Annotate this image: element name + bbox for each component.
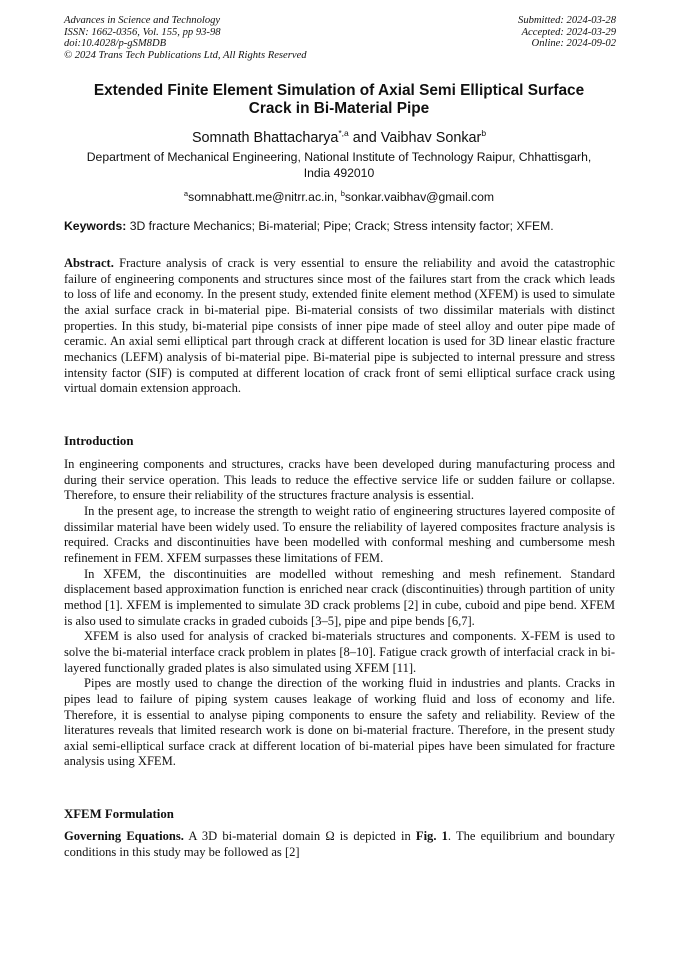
introduction-heading: Introduction [64, 434, 134, 448]
intro-paragraph-2: In the present age, to increase the strength to weight ratio of engineering structures layered composite of dissimilar material have been widely used. To ensure the reliability of layered composites fracture analysis is required. Cracks and discontinuities have been modelled with conformal meshing and cumbersome mesh refinement in FEM. XFEM surpasses these limitations of FEM. [64, 503, 615, 565]
keywords-label: Keywords: [64, 219, 127, 233]
keywords [64, 219, 616, 234]
header-right [518, 15, 616, 50]
author-1-mark: *,a [338, 128, 349, 138]
author-emails [40, 186, 638, 205]
email-a: somnabhatt.me@nitrr.ac.in, [188, 190, 341, 205]
affiliation-line-1: Department of Mechanical Engineering, National Institute of Technology Raipur, Chhattisgarh, [86, 150, 592, 164]
paper-title [60, 82, 618, 118]
abstract-paragraph [64, 256, 615, 397]
intro-paragraph-1: In engineering components and structures, cracks have been developed during manufacturing process and during their service operation. This leads to reduce the effective service life or sudden failure or collapse. Therefore, to ensure their reliability of the structures fracture analysis is essential. [64, 457, 615, 503]
intro-paragraph-5: Pipes are mostly used to change the direction of the working fluid in industries and plants. Cracks in pipes lead to failure of piping system causes leakage of working fluid and loss of economy and life. Therefore, it is essential to analyse piping components to ensure the safety and reliability. Review of the literatures reveals that limited research work is done on bi-material fracture. Therefore, in the present study axial semi-elliptical surface crack at different location of bi-material pipes have been simulated for fracture analysis using XFEM. [64, 676, 615, 769]
introduction-body [64, 457, 615, 770]
intro-paragraph-3: In XFEM, the discontinuities are modelled without remeshing and mesh refinement. Standard displacement based approximation function is enriched near crack (discontinuities) through partition of unity method [1]. XFEM is implemented to simulate 3D crack problems [2] in cube, cuboid and pipe bend. XFEM is also used to simulate cracks in graded cuboids [3–5], pipe and pipe bends [6,7]. [64, 566, 615, 628]
author-1-name: Somnath Bhattacharya [191, 129, 339, 146]
abstract [64, 256, 615, 397]
copyright-line: © 2024 Trans Tech Publications Ltd, All Rights Reserved [64, 49, 307, 61]
email-b-mark: b [340, 189, 345, 198]
governing-equations [64, 829, 615, 860]
governing-text-2: . The equilibrium and boundary conditions in this study may be followed as [2] [64, 829, 615, 859]
header-left [64, 15, 307, 61]
figure-reference: Fig. 1 [415, 829, 448, 843]
accepted-date: Accepted: 2024-03-29 [521, 26, 616, 38]
xfem-formulation-heading: XFEM Formulation [64, 807, 174, 821]
doi-line: doi:10.4028/p-gSM8DB [64, 38, 167, 50]
title-line-1: Extended Finite Element Simulation of Axial Semi Elliptical Surface [93, 82, 585, 99]
governing-equations-paragraph [64, 829, 615, 860]
author-2-name: Vaibhav Sonkar [380, 129, 482, 146]
author-conjunction: and [348, 129, 381, 146]
affiliation [60, 149, 618, 181]
abstract-text: Fracture analysis of crack is very essential to ensure the reliability and avoid the catastrophic failure of engineering components and structures since most of the failures start from the crack which leads to loss of life and economy. In the present study, extended finite element method (XFEM) is used to simulate the axial surface crack in bi-material pipe. Bi-material consists of two dissimilar materials with distinct properties. In this study, bi-material pipe consists of inner pipe made of steel alloy and outer pipe made of ceramic. An axial semi elliptical part through crack at different location is used for 3D linear elastic fracture mechanics (LEFM) analysis of bi-material pipe. Bi-material pipe is subjected to internal pressure and stress intensity factor (SIF) is computed at different location of crack front of semi elliptical surface crack using virtual domain extension approach. [64, 256, 615, 396]
intro-paragraph-4: XFEM is also used for analysis of cracked bi-materials structures and components. X-FEM is used to solve the bi-material interface crack problem in plates [8–10]. Fatigue crack growth of interfacial crack in bi-layered functionally graded plates is also simulated using XFEM [11]. [64, 629, 615, 675]
author-line [40, 124, 638, 147]
email-b: sonkar.vaibhav@gmail.com [344, 190, 495, 205]
abstract-label: Abstract. [64, 256, 114, 270]
issn-line: ISSN: 1662-0356, Vol. 155, pp 93-98 [64, 26, 221, 38]
title-line-2: Crack in Bi-Material Pipe [248, 100, 430, 117]
journal-name: Advances in Science and Technology [64, 15, 221, 26]
keywords-text: 3D fracture Mechanics; Bi-material; Pipe; Crack; Stress intensity factor; XFEM. [126, 219, 554, 233]
governing-text-1: A 3D bi-material domain Ω is depicted in [183, 829, 416, 843]
online-date: Online: 2024-09-02 [531, 38, 616, 50]
author-2-mark: b [481, 128, 487, 138]
governing-equations-label: Governing Equations. [64, 829, 184, 843]
email-a-mark: a [183, 189, 189, 198]
affiliation-line-2: India 492010 [303, 166, 375, 180]
submitted-date: Submitted: 2024-03-28 [518, 15, 616, 26]
